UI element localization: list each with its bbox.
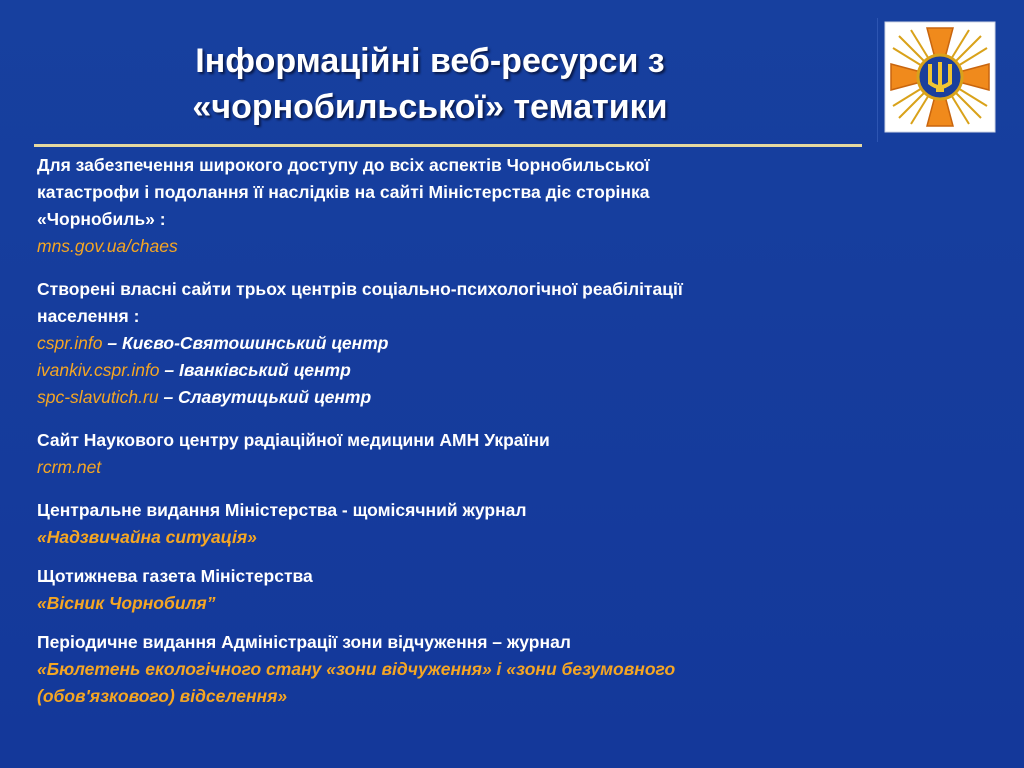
title-line-2: «чорнобильської» тематики bbox=[192, 88, 668, 126]
link-ivankiv-cspr[interactable]: ivankiv.cspr.info bbox=[37, 360, 160, 380]
journal-title: «Надзвичайна ситуація» bbox=[37, 527, 257, 547]
link-cspr[interactable]: cspr.info bbox=[37, 333, 103, 353]
list-item bbox=[37, 357, 887, 384]
center-description: – Славутицький центр bbox=[158, 387, 372, 407]
text-line: Щотижнева газета Міністерства bbox=[37, 566, 313, 586]
text-line: Центральне видання Міністерства - щомісячний журнал bbox=[37, 500, 527, 520]
center-description: – Іванківський центр bbox=[159, 360, 351, 380]
bulletin-title-line-1: «Бюлетень екологічного стану «зони відчуження» і «зони безумовного bbox=[37, 659, 676, 679]
link-rcrm[interactable]: rcrm.net bbox=[37, 457, 102, 477]
emblem-divider bbox=[877, 18, 878, 142]
newspaper-title: «Вісник Чорнобиля” bbox=[37, 593, 216, 613]
section-journal bbox=[37, 497, 887, 551]
text-line: катастрофи і подолання її наслідків на сайті Міністерства діє сторінка bbox=[37, 182, 650, 202]
text-line: Періодичне видання Адміністрації зони відчуження – журнал bbox=[37, 632, 571, 652]
text-line: Сайт Наукового центру радіаційної медицини АМН України bbox=[37, 430, 550, 450]
title-underline bbox=[34, 144, 862, 147]
slide-title bbox=[100, 38, 760, 130]
emergency-service-emblem-icon bbox=[883, 20, 997, 134]
list-item bbox=[37, 330, 887, 357]
content-body bbox=[37, 152, 887, 726]
list-item bbox=[37, 384, 887, 411]
section-chernobyl-page bbox=[37, 152, 887, 260]
text-line: «Чорнобиль» : bbox=[37, 209, 166, 229]
center-description: – Києво-Святошинський центр bbox=[102, 333, 389, 353]
section-bulletin bbox=[37, 629, 887, 710]
section-science-center bbox=[37, 427, 887, 481]
link-mns-chaes[interactable]: mns.gov.ua/chaes bbox=[37, 236, 178, 256]
text-line: населення : bbox=[37, 306, 140, 326]
text-line: Для забезпечення широкого доступу до всіх аспектів Чорнобильської bbox=[37, 155, 650, 175]
title-line-1: Інформаційні веб-ресурси з bbox=[195, 42, 665, 80]
text-line: Створені власні сайти трьох центрів соціально-психологічної реабілітації bbox=[37, 279, 683, 299]
bulletin-title-line-2: (обов'язкового) відселення» bbox=[37, 686, 288, 706]
section-rehab-centers bbox=[37, 276, 887, 411]
link-spc-slavutich[interactable]: spc-slavutich.ru bbox=[37, 387, 159, 407]
section-newspaper bbox=[37, 563, 887, 617]
